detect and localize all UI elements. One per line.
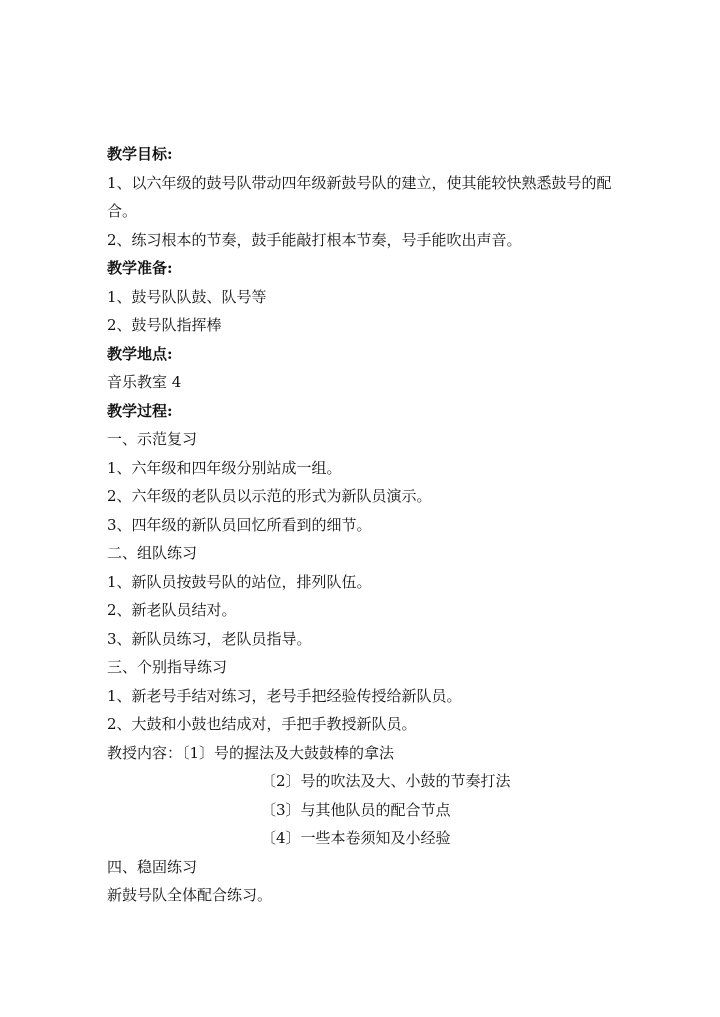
list-item: 1、新队员按鼓号队的站位，排列队伍。 xyxy=(107,572,372,591)
teaching-content-item: 〔4〕一些本卷须知及小经验 xyxy=(261,829,451,847)
list-item: 2、新老队员结对。 xyxy=(107,601,237,619)
process-heading: 教学过程: xyxy=(107,401,173,420)
teaching-content-item: 〔3〕与其他队员的配合节点 xyxy=(261,800,451,819)
goal-item-2: 2、练习根本的节奏，鼓手能敲打根本节奏，号手能吹出声音。 xyxy=(107,230,522,249)
location-text: 音乐教室 4 xyxy=(107,373,182,391)
location-heading: 教学地点: xyxy=(107,344,173,363)
section-4-title: 四、稳固练习 xyxy=(107,857,198,876)
lesson-plan-body xyxy=(107,140,647,910)
section-4-text: 新鼓号队全体配合练习。 xyxy=(107,886,273,904)
prep-item-1: 1、鼓号队队鼓、队号等 xyxy=(107,287,267,306)
goals-heading: 教学目标: xyxy=(107,145,173,163)
list-item: 2、六年级的老队员以示范的形式为新队员演示。 xyxy=(107,487,432,505)
list-item: 3、新队员练习，老队员指导。 xyxy=(107,629,312,648)
goal-item-1: 1、以六年级的鼓号队带动四年级新鼓号队的建立，使其能较快熟悉鼓号的配合。 xyxy=(107,173,612,220)
list-item: 1、新老号手结对练习，老号手把经验传授给新队员。 xyxy=(107,686,462,705)
list-item: 1、六年级和四年级分别站成一组。 xyxy=(107,458,342,477)
list-item: 3、四年级的新队员回忆所看到的细节。 xyxy=(107,515,372,534)
section-2-title: 二、组队练习 xyxy=(107,544,198,562)
list-item: 2、大鼓和小鼓也结成对，手把手教授新队员。 xyxy=(107,715,417,733)
section-1-title: 一、示范复习 xyxy=(107,430,198,448)
teaching-content-item: 〔2〕号的吹法及大、小鼓的节奏打法 xyxy=(261,772,511,790)
prep-item-2: 2、鼓号队指挥棒 xyxy=(107,316,222,334)
section-3-title: 三、个别指导练习 xyxy=(107,658,228,676)
teaching-content-label: 教授内容：〔1〕号的握法及大鼓鼓棒的拿法 xyxy=(107,743,395,762)
prep-heading: 教学准备: xyxy=(107,259,173,277)
